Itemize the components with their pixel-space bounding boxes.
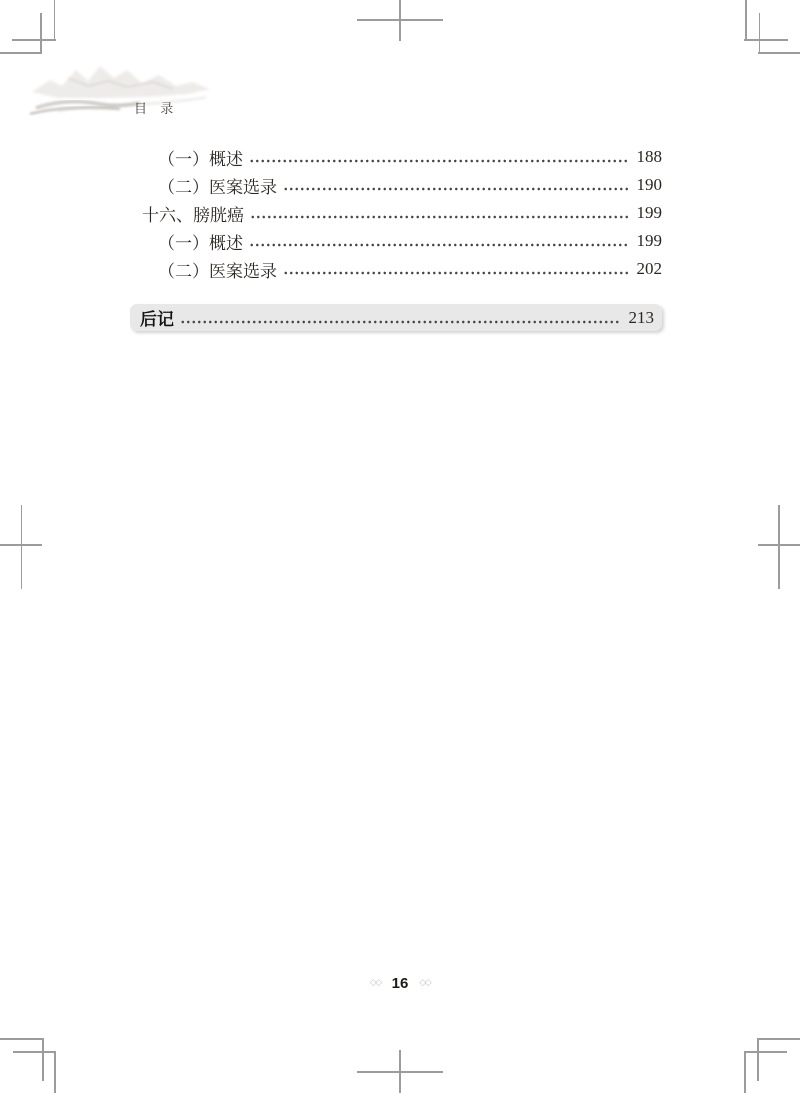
crop-mark-line xyxy=(759,13,761,54)
postscript-page: 213 xyxy=(628,307,654,327)
toc-entry-label: （二）医案选录 xyxy=(158,177,277,197)
crop-mark-line xyxy=(54,1051,56,1093)
crop-mark-line xyxy=(399,0,401,41)
crop-mark-line xyxy=(744,1051,746,1093)
toc-entry-page: 188 xyxy=(636,147,662,166)
toc-entry-label: （二）医案选录 xyxy=(158,261,277,281)
toc-entry-postscript xyxy=(130,304,662,331)
crop-mark-line xyxy=(357,19,443,21)
crop-mark-line xyxy=(12,39,56,41)
crop-mark-line xyxy=(42,1038,44,1081)
dot-leader xyxy=(283,255,629,283)
dot-leader xyxy=(249,143,629,171)
crop-mark-line xyxy=(0,544,42,546)
crop-mark-line xyxy=(0,1038,43,1040)
toc-entry xyxy=(130,255,662,283)
toc-entry xyxy=(130,143,662,171)
toc-entry-page: 190 xyxy=(636,175,662,194)
crop-mark-line xyxy=(0,52,42,54)
toc-entry xyxy=(130,227,662,255)
crop-mark-line xyxy=(357,1071,443,1073)
crop-mark-line xyxy=(757,1038,800,1040)
crop-mark-line xyxy=(40,13,42,54)
toc-entry xyxy=(130,199,662,227)
toc-entry-label: （一）概述 xyxy=(158,233,243,253)
crop-mark-line xyxy=(54,0,56,41)
toc-entry-page: 202 xyxy=(636,259,662,278)
ink-wash-mountains-artwork xyxy=(28,56,228,126)
crop-mark-line xyxy=(758,544,800,546)
postscript-label: 后记 xyxy=(140,310,174,329)
dot-leader xyxy=(249,227,629,255)
toc-entry-page: 199 xyxy=(636,203,662,222)
page-title: 目 录 xyxy=(134,101,179,116)
crop-mark-line xyxy=(744,1051,787,1053)
crop-mark-line xyxy=(21,505,23,589)
table-of-contents xyxy=(130,143,662,331)
crop-mark-line xyxy=(778,505,780,589)
page-footer xyxy=(0,972,800,992)
dot-leader xyxy=(180,304,621,331)
toc-entry-page: 199 xyxy=(636,231,662,250)
diamond-ornament-left-icon: ◇◇ xyxy=(369,978,381,988)
toc-entry xyxy=(130,171,662,199)
crop-mark-line xyxy=(744,39,788,41)
crop-mark-line xyxy=(745,0,747,41)
dot-leader xyxy=(283,171,629,199)
crop-mark-line xyxy=(757,1038,759,1081)
toc-entry-label: （一）概述 xyxy=(158,149,243,169)
crop-mark-line xyxy=(758,52,800,54)
toc-entry-label: 十六、膀胱癌 xyxy=(142,205,244,225)
diamond-ornament-right-icon: ◇◇ xyxy=(419,978,431,988)
folio-page-number: 16 xyxy=(391,974,409,992)
crop-mark-line xyxy=(13,1051,56,1053)
dot-leader xyxy=(250,199,629,227)
